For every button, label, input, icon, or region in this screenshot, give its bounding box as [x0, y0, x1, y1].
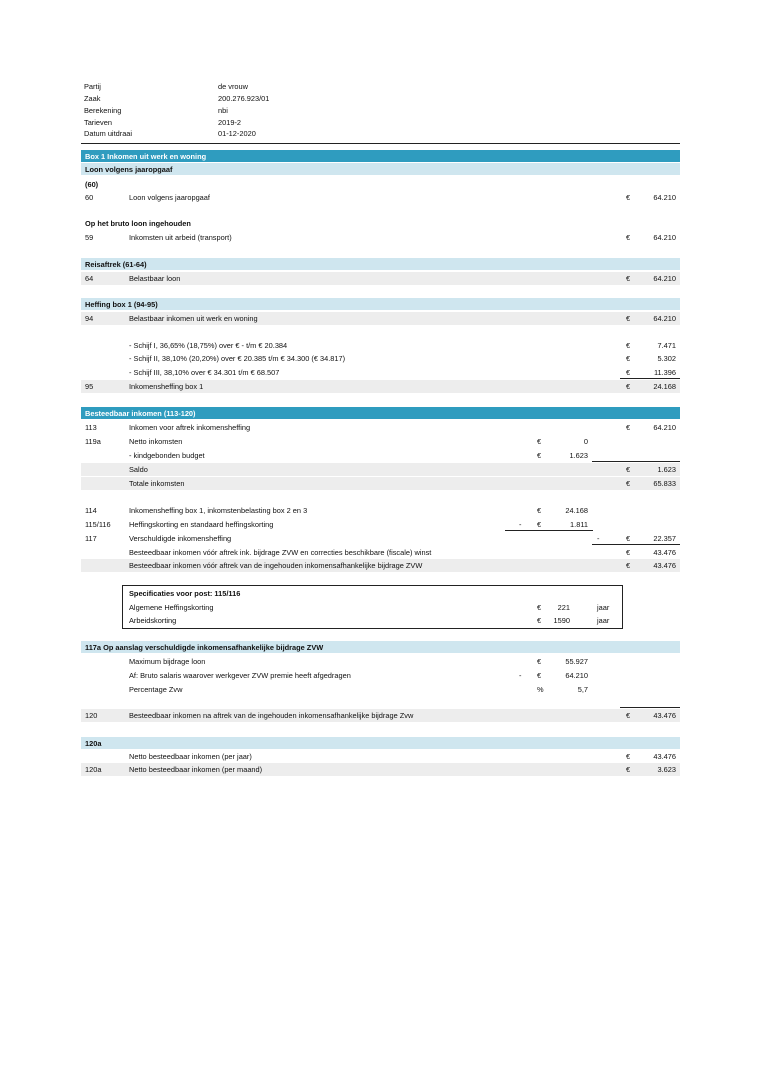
row-code: 113	[85, 423, 97, 432]
row-sign: -	[519, 671, 522, 680]
row-code: 60	[85, 193, 94, 202]
subsection-title: Heffing box 1 (94-95)	[85, 300, 158, 309]
row-code: 120a	[85, 765, 102, 774]
row-desc: Besteedbaar inkomen na aftrek van de ingehouden inkomensafhankelijke bijdrage Zvw	[129, 711, 414, 720]
spec-amount: 221	[557, 603, 570, 612]
row-amount: 0	[583, 437, 588, 446]
row-desc-schijf3: - Schijf III, 38,10% over € 34.301 t/m € 68.507	[129, 368, 280, 377]
row-currency: €	[537, 657, 542, 666]
subsection-heffing	[81, 298, 680, 310]
row-currency: €	[537, 671, 542, 680]
header-value-tarieven: 2019-2	[218, 118, 242, 127]
row-currency: €	[626, 465, 631, 474]
row-desc: Besteedbaar inkomen vóór aftrek ink. bijdrage ZVW en correcties beschikbare (fiscale) winst	[129, 548, 432, 557]
row-desc: Loon volgens jaaropgaaf	[129, 193, 210, 202]
row-saldo	[81, 463, 680, 476]
spec-currency: €	[537, 603, 542, 612]
row-code: 119a	[85, 437, 101, 446]
header-label-berekening: Berekening	[84, 106, 122, 115]
header-label-datum: Datum uitdraai	[84, 129, 133, 138]
subsection-title: 120a	[85, 739, 102, 748]
row-desc: Totale inkomsten	[129, 479, 185, 488]
sum-rule	[592, 461, 680, 462]
row-code: 120	[85, 711, 98, 720]
row-amount: 43.476	[653, 561, 676, 570]
subsection-title: Loon volgens jaaropgaaf	[85, 165, 173, 174]
row-desc: Belastbaar inkomen uit werk en woning	[129, 314, 258, 323]
row-currency: €	[626, 752, 631, 761]
section-box1	[81, 150, 680, 162]
section-title: Box 1 Inkomen uit werk en woning	[85, 152, 207, 161]
row-desc: Netto besteedbaar inkomen (per maand)	[129, 765, 263, 774]
row-amount: 64.210	[653, 423, 676, 432]
row-amount: 1.811	[570, 520, 588, 529]
row-currency: €	[626, 274, 631, 283]
row-desc: Besteedbaar inkomen vóór aftrek van de ingehouden inkomensafhankelijke bijdrage ZVW	[129, 561, 423, 570]
subsection-title: Reisaftrek (61-64)	[85, 260, 147, 269]
row-desc: Percentage Zvw	[129, 685, 183, 694]
row-desc: Netto besteedbaar inkomen (per jaar)	[129, 752, 252, 761]
header-label-partij: Partij	[84, 82, 101, 91]
spec-amount: 1590	[553, 616, 570, 625]
row-amount: 64.210	[653, 274, 676, 283]
row-amount: 24.168	[565, 506, 588, 515]
row-currency: €	[626, 711, 631, 720]
row-currency: €	[626, 354, 631, 363]
row-currency: €	[537, 520, 542, 529]
row-currency: €	[626, 534, 631, 543]
header-label-zaak: Zaak	[84, 94, 101, 103]
row-amount: 5,7	[577, 685, 588, 694]
row-currency: €	[626, 548, 631, 557]
sum-rule	[505, 530, 593, 531]
subsection-reisaftrek	[81, 258, 680, 270]
row-currency: €	[626, 479, 631, 488]
spec-desc: Algemene Heffingskorting	[129, 603, 214, 612]
row-amount: 64.210	[653, 314, 676, 323]
row-code: 59	[85, 233, 94, 242]
header-value-datum: 01-12-2020	[218, 129, 256, 138]
subsection-netto	[81, 737, 680, 749]
row-desc: Inkomen voor aftrek inkomensheffing	[129, 423, 251, 432]
row-currency: €	[626, 193, 631, 202]
row-desc: Inkomsten uit arbeid (transport)	[129, 233, 232, 242]
row-currency: €	[626, 368, 631, 377]
row-currency: €	[626, 765, 631, 774]
header-label-tarieven: Tarieven	[84, 118, 112, 127]
row-amount: 1.623	[569, 451, 588, 460]
row-code: 114	[85, 506, 97, 515]
row-desc: Inkomensheffing box 1	[129, 382, 204, 391]
row-desc-kgb: - kindgebonden budget	[129, 451, 205, 460]
row-currency: €	[626, 341, 631, 350]
row-amount: 43.476	[653, 711, 676, 720]
row-desc: Af: Bruto salaris waarover werkgever ZVW premie heeft afgedragen	[129, 671, 351, 680]
row-code: 115/116	[85, 520, 111, 529]
header-divider	[81, 143, 680, 144]
row-sign: -	[519, 520, 522, 529]
section-title: Besteedbaar inkomen (113-120)	[85, 409, 196, 418]
row-amount: 1.623	[657, 465, 676, 474]
subsection-title: 117a Op aanslag verschuldigde inkomensafhankelijke bijdrage ZVW	[85, 643, 324, 652]
row-currency: €	[626, 233, 631, 242]
row-desc-schijf1: - Schijf I, 36,65% (18,75%) over € - t/m € 20.384	[129, 341, 288, 350]
row-desc: Inkomensheffing box 1, inkomstenbelasting box 2 en 3	[129, 506, 308, 515]
row-amount: 64.210	[653, 193, 676, 202]
row-amount: 22.357	[653, 534, 676, 543]
row-code: 95	[85, 382, 94, 391]
subheading-bruto: Op het bruto loon ingehouden	[85, 219, 191, 228]
row-desc: Belastbaar loon	[129, 274, 181, 283]
row-amount: 65.833	[653, 479, 676, 488]
row-currency: €	[626, 423, 631, 432]
sum-rule	[592, 544, 680, 545]
row-currency: €	[626, 382, 631, 391]
spec-unit: jaar	[597, 603, 610, 612]
row-amount: 3.623	[657, 765, 676, 774]
row-amount: 5.302	[657, 354, 676, 363]
row-amount: 64.210	[653, 233, 676, 242]
sum-rule	[620, 378, 680, 379]
row-code: 94	[85, 314, 94, 323]
header-value-partij: de vrouw	[218, 82, 248, 91]
row-currency: €	[626, 314, 631, 323]
header-value-zaak: 200.276.923/01	[218, 94, 270, 103]
sum-rule	[620, 707, 680, 708]
row-desc: Maximum bijdrage loon	[129, 657, 206, 666]
row-amount: 43.476	[653, 548, 676, 557]
specification-title: Specificaties voor post: 115/116	[129, 589, 241, 598]
spec-desc: Arbeidskorting	[129, 616, 177, 625]
row-desc-schijf2: - Schijf II, 38,10% (20,20%) over € 20.385 t/m € 34.300 (€ 34.817)	[129, 354, 346, 363]
subsection-loon	[81, 163, 680, 175]
row-currency: €	[537, 451, 542, 460]
row-currency: %	[537, 685, 544, 694]
row-code: 64	[85, 274, 94, 283]
row-amount: 55.927	[565, 657, 588, 666]
row-amount: 24.168	[653, 382, 676, 391]
group-code-60: (60)	[85, 180, 99, 189]
row-currency: €	[537, 506, 542, 515]
row-desc: Heffingskorting en standaard heffingskorting	[129, 520, 274, 529]
section-besteedbaar	[81, 407, 680, 419]
spec-currency: €	[537, 616, 542, 625]
row-amount: 7.471	[657, 341, 676, 350]
row-desc: Saldo	[129, 465, 148, 474]
row-amount: 11.396	[653, 368, 676, 377]
row-amount: 43.476	[653, 752, 676, 761]
spec-unit: jaar	[597, 616, 610, 625]
row-amount: 64.210	[565, 671, 588, 680]
header-value-berekening: nbi	[218, 106, 228, 115]
row-code: 117	[85, 534, 97, 543]
row-currency: €	[626, 561, 631, 570]
row-currency: €	[537, 437, 542, 446]
subsection-zvw	[81, 641, 680, 653]
row-desc: Netto inkomsten	[129, 437, 183, 446]
row-sign: -	[597, 534, 600, 543]
row-desc: Verschuldigde inkomensheffing	[129, 534, 232, 543]
